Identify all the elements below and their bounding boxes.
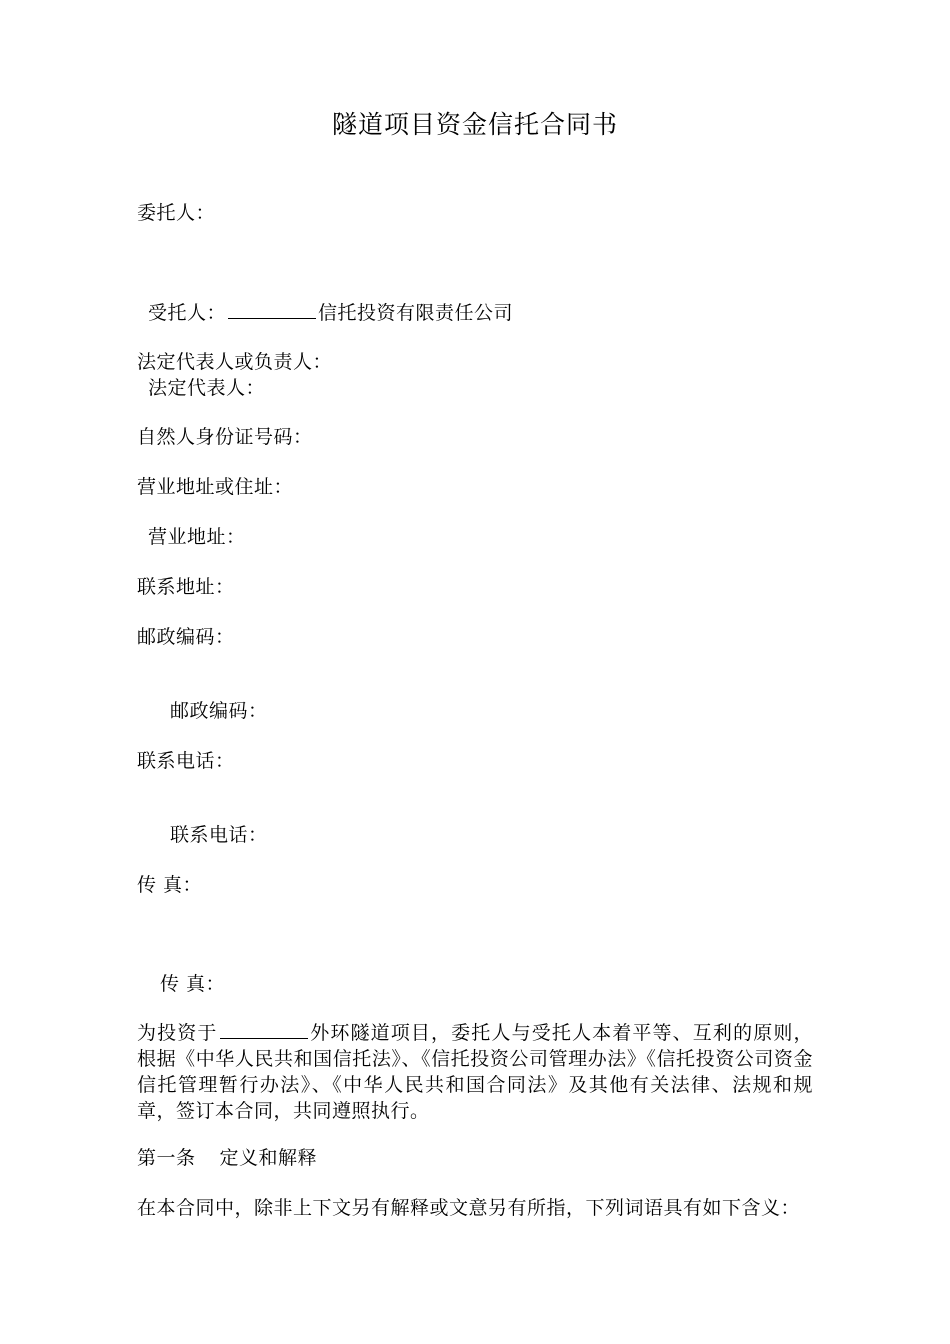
trustee-line [148, 300, 513, 325]
article-1-heading [137, 1146, 317, 1170]
entrustor-label: 委托人： [137, 202, 216, 224]
phone-label: 联系电话： [137, 750, 235, 772]
legal-rep-label: 法定代表人： [148, 377, 266, 399]
trustee-name-blank [228, 300, 316, 319]
fax-label: 传 真： [137, 874, 203, 896]
phone-label-2: 联系电话： [170, 824, 268, 846]
business-address-label: 营业地址： [148, 526, 246, 548]
project-location-blank [220, 1020, 308, 1039]
article-1-title: 定义和解释 [219, 1147, 318, 1169]
trustee-label: 受托人： [148, 302, 227, 324]
legal-rep-or-head-label: 法定代表人或负责人： [137, 351, 333, 373]
postal-code-label-2: 邮政编码： [170, 700, 268, 722]
postal-code-label: 邮政编码： [137, 626, 235, 648]
business-or-residence-address-label: 营业地址或住址： [137, 476, 294, 498]
intro-prefix: 为投资于 [137, 1022, 218, 1044]
article-1-text: 在本合同中，除非上下文另有解释或文意另有所指，下列词语具有如下含义： [137, 1197, 801, 1219]
fax-label-2: 传 真： [160, 973, 226, 995]
intro-paragraph [137, 1020, 813, 1124]
contact-address-label: 联系地址： [137, 576, 235, 598]
article-1-number: 第一条 [137, 1147, 196, 1169]
trustee-company-suffix: 信托投资有限责任公司 [318, 302, 514, 324]
intro-text: 外环隧道项目，委托人与受托人本着平等、互利的原则，根据《中华人民共和国信托法》、《信托投资公司管理办法》《信托投资公司资金信托管理暂行办法》、《中华人民共和国合同法》及其他有关法律、法规和规章，签订本合同，共同遵照执行。 [137, 1022, 813, 1122]
id-number-label: 自然人身份证号码： [137, 426, 313, 448]
contract-title: 隧道项目资金信托合同书 [331, 110, 618, 139]
